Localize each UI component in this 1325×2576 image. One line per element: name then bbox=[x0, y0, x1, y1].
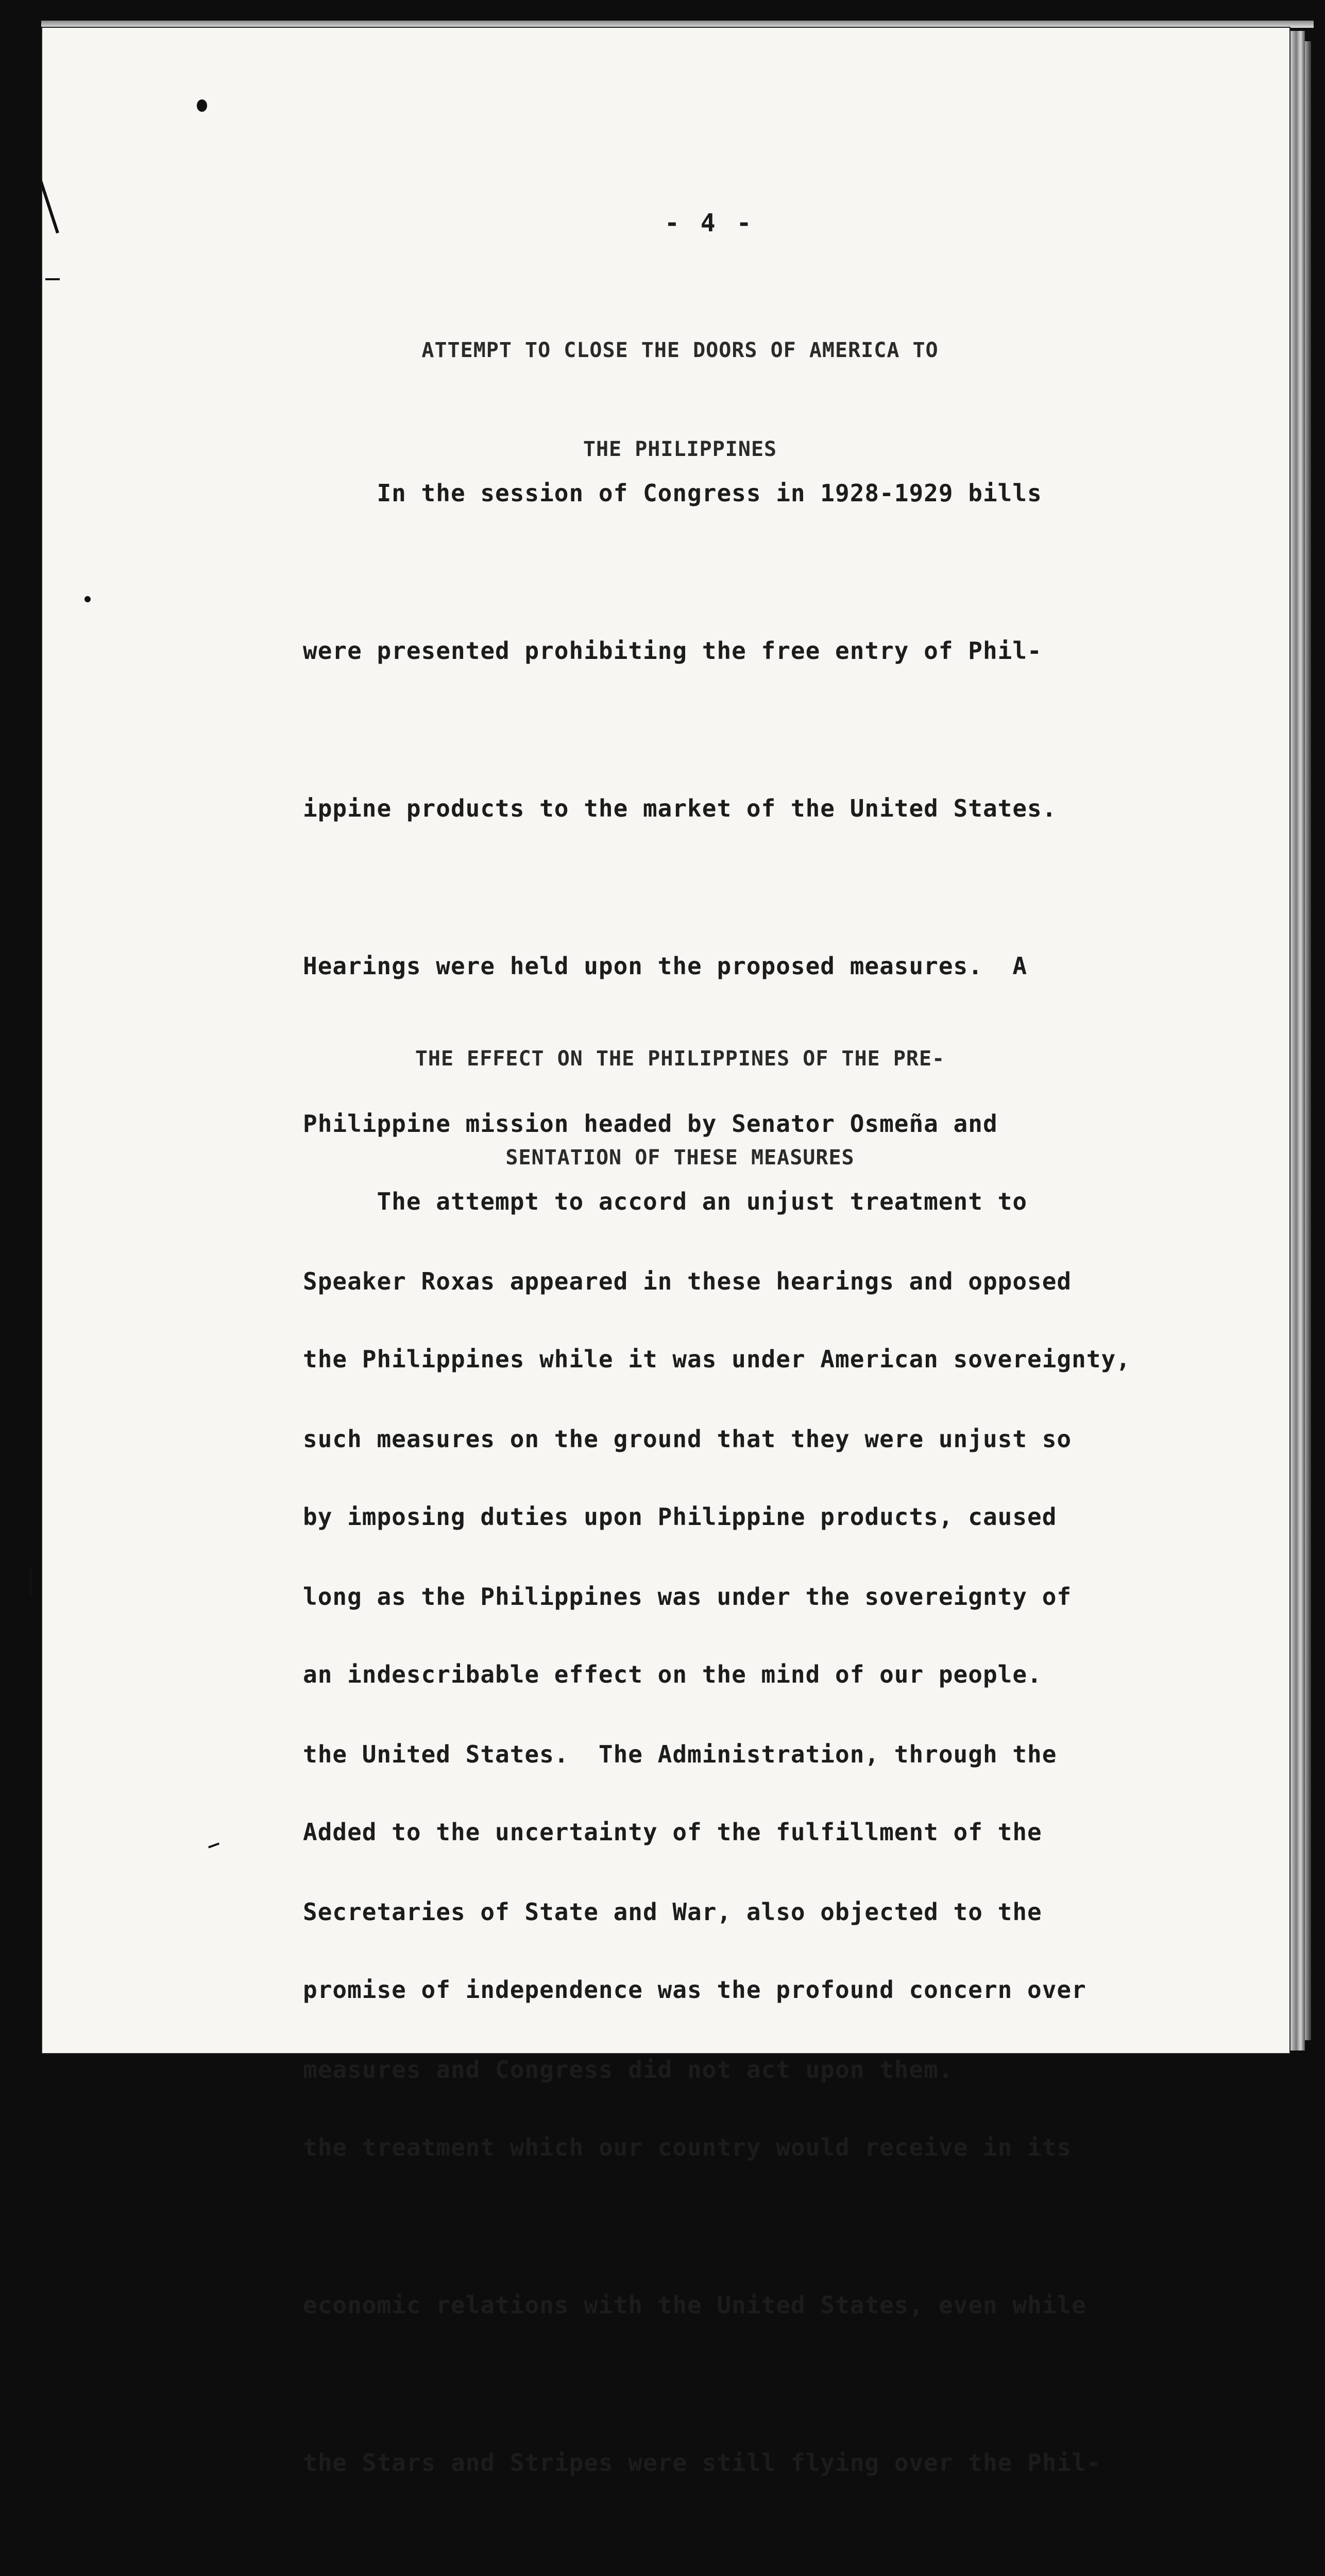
paragraph-line: an indescribable effect on the mind of our people. bbox=[303, 1660, 1042, 1688]
paragraph-line: Secretaries of State and War, also objected to the bbox=[303, 1898, 1042, 1926]
paragraph-line: such measures on the ground that they were unjust so bbox=[303, 1425, 1072, 1453]
paragraph-line: long as the Philippines was under the sovereignty of bbox=[303, 1583, 1072, 1611]
heading-line: THE PHILIPPINES bbox=[583, 437, 777, 461]
paragraph-line: by imposing duties upon Philippine products, caused bbox=[303, 1503, 1057, 1531]
paragraph-line: Speaker Roxas appeared in these hearings and opposed bbox=[303, 1267, 1072, 1295]
paper-right-shadow bbox=[1305, 41, 1311, 2040]
paper-right-edge bbox=[1290, 31, 1305, 2050]
paragraph-line: Hearings were held upon the proposed measures. A bbox=[303, 952, 1028, 980]
paragraph-line: ippine products to the market of the United States. bbox=[303, 794, 1057, 822]
paragraph-line: the Stars and Stripes were still flying over the Phil- bbox=[303, 2449, 1101, 2477]
ink-spot bbox=[197, 99, 207, 112]
paragraph-line: promise of independence was the profound concern over bbox=[303, 1976, 1086, 2004]
margin-scratch bbox=[45, 278, 60, 280]
section-paragraph bbox=[303, 1070, 1131, 2576]
heading-line: SENTATION OF THESE MEASURES bbox=[505, 1146, 855, 1170]
heading-line: ATTEMPT TO CLOSE THE DOORS OF AMERICA TO bbox=[421, 338, 939, 362]
paragraph-line: In the session of Congress in 1928-1929 bills bbox=[303, 479, 1042, 507]
paragraph-line: Added to the uncertainty of the fulfillment of the bbox=[303, 1818, 1042, 1846]
page-number: - 4 - bbox=[665, 209, 755, 238]
ink-spot bbox=[84, 596, 91, 602]
paragraph-line: the United States. The Administration, through the bbox=[303, 1740, 1057, 1768]
paragraph-line: The attempt to accord an unjust treatment to bbox=[303, 1188, 1028, 1215]
paragraph-line: Philippine mission headed by Senator Osmeña and bbox=[303, 1110, 998, 1138]
heading-line: THE EFFECT ON THE PHILIPPINES OF THE PRE- bbox=[415, 1047, 945, 1071]
paragraph-line: measures and Congress did not act upon them. bbox=[303, 2056, 954, 2083]
paragraph-line: the Philippines while it was under American sovereignty, bbox=[303, 1345, 1131, 1373]
paragraph-line: economic relations with the United States, even while bbox=[303, 2291, 1086, 2319]
paragraph-line: were presented prohibiting the free entry of Phil- bbox=[303, 637, 1042, 665]
paragraph-line: the treatment which our country would receive in its bbox=[303, 2133, 1072, 2161]
margin-scratch bbox=[30, 1566, 32, 1597]
